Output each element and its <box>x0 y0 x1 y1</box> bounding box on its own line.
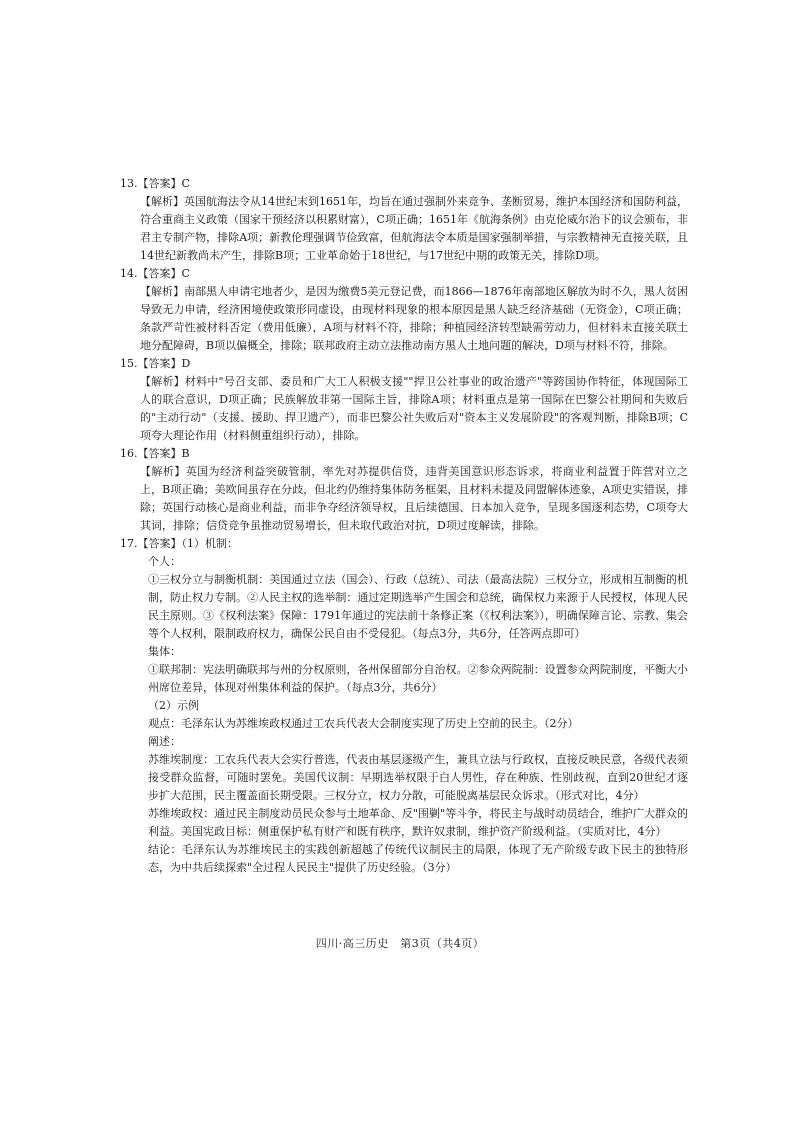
answer-line: 13.【答案】C <box>120 177 190 190</box>
answer-line: 14.【答案】C <box>120 267 190 280</box>
analysis-text: 【解析】南部黑人申请宅地者少，是因为缴费5美元登记费，而1866—1876年南部地区解放为时不久，黑人贫困导致无力申请，经济困境使政策形同虚设，由现材料现象的根本原因是黑人缺乏经济基础（无资金），C项正确；条款严苛性被材料否定（费用低廉），A项与材料不符，排除；种植园经济转型缺需劳动力，但材料未直接关联土地分配障碍，B项以偏概全，排除；联邦政府主动立法推动南方黑人土地问题的解决，D项与材料不符，排除。 <box>140 285 688 352</box>
individual-heading: 个人： <box>148 555 181 568</box>
question-15 <box>120 355 688 445</box>
answer-line: 17.【答案】（1）机制： <box>120 537 238 550</box>
page-footer: 四川·高三历史 第3页（共4页） <box>315 937 485 950</box>
collective-heading: 集体： <box>148 645 181 658</box>
answer-line: 16.【答案】B <box>120 447 190 460</box>
analysis-text: 【解析】材料中"号召支部、委员和广大工人积极支援""捍卫公社事业的政治遗产"等跨国协作特征，体现国际工人的联合意识，D项正确；民族解放非第一国际主旨，排除A项；材料重点是第一国际在巴黎公社期间和失败后的"主动行动"（支援、援助、捍卫遗产），而非巴黎公社失败后对"资本主义发展阶段"的客观判断，排除B项；C项夸大理论作用（材料侧重组织行动），排除。 <box>140 375 688 442</box>
elaboration-heading: 阐述： <box>148 735 181 748</box>
answer-content <box>120 175 688 877</box>
question-17 <box>120 535 688 877</box>
viewpoint-text: 观点：毛泽东认为苏维埃政权通过工农兵代表大会制度实现了历史上空前的民主。（2分） <box>148 717 579 730</box>
analysis-text: 【解析】英国航海法令从14世纪末到1651年，均旨在通过强制外来竞争、垄断贸易，维护本国经济和国防利益，符合重商主义政策（国家干预经济以积累财富），C项正确；1651年《航海条例》由克伦威尔治下的议会颁布，非君主专制产物，排除A项；新教伦理强调节俭致富，但航海法令本质是国家强制举措，与宗教精神无直接关联，且14世纪新教尚未产生，排除B项；工业革命始于18世纪，与17世纪中期的政策无关，排除D项。 <box>140 195 688 262</box>
answer-line: 15.【答案】D <box>120 357 191 370</box>
individual-text: ①三权分立与制衡机制：美国通过立法（国会）、行政（总统）、司法（最高法院）三权分立，形成相互制衡的机制，防止权力专制。②人民主权的选举制：通过定期选举产生国会和总统，确保权力来源于人民授权，体现人民民主原则。③《权利法案》保障：1791年通过的宪法前十条修正案（《权利法案》），明确保障言论、宗教、集会等个人权利，限制政府权力，确保公民自由不受侵犯。（每点3分，共6分，任答两点即可） <box>148 573 688 640</box>
part2-heading: （2）示例 <box>148 699 199 712</box>
question-13 <box>120 175 688 265</box>
analysis-text: 【解析】英国为经济利益突破管制，率先对苏提供信贷，违背美国意识形态诉求，将商业利益置于阵营对立之上，B项正确；美欧间虽存在分歧，但北约仍维持集体防务框架，且材料未提及同盟解体迹象，A项史实错误，排除；英国行动核心是商业利益，而非争夺经济领导权，且后续德国、日本加入竞争，呈现多国逐利态势，C项夸大其词，排除；信贷竞争虽推动贸易增长，但未取代政治对抗，D项过度解读，排除。 <box>140 465 688 532</box>
elaboration-text-1: 苏维埃制度：工农兵代表大会实行普选，代表由基层逐级产生，兼具立法与行政权，直接反映民意，各级代表须接受群众监督，可随时罢免。美国代议制：早期选举权限于白人男性，存在种族、性别歧视，直到20世纪才逐步扩大范围，民主覆盖面长期受限。三权分立，权力分散，可能脱离基层民众诉求。（形式对比，4分） <box>148 753 688 802</box>
collective-text: ①联邦制：宪法明确联邦与州的分权原则，各州保留部分自治权。②参众两院制：设置参众两院制度，平衡大小州席位差异，体现对州集体利益的保护。（每点3分，共6分） <box>148 663 688 694</box>
question-16 <box>120 445 688 535</box>
question-14 <box>120 265 688 355</box>
elaboration-text-2: 苏维埃政权：通过民主制度动员民众参与土地革命、反"围剿"等斗争，将民主与战时动员结合，维护广大群众的利益。美国宪政目标：侧重保护私有财产和既有秩序，默许奴隶制，维护资产阶级利益。（实质对比，4分） <box>148 807 688 838</box>
conclusion-text: 结论：毛泽东认为苏维埃民主的实践创新超越了传统代议制民主的局限，体现了无产阶级专政下民主的独特形态，为中共后续探索"全过程人民民主"提供了历史经验。（3分） <box>148 843 688 874</box>
